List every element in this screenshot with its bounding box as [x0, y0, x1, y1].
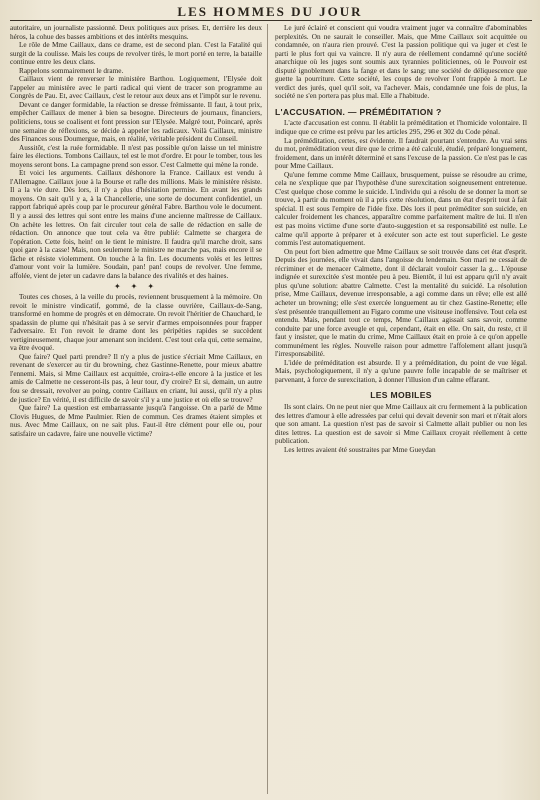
- paragraph: Et voici les arguments. Caillaux déshonore la France. Caillaux est vendu à l'Allemagne. Caillaux joue à la Bourse et rafle des millions. Mais le ministère résiste. Il a la vie dure. Dès lors, il n'y a plus d'hésitation permise. En avant les grands moyens. On sait qu'il y a, à la Chancellerie, une sorte de document confidentiel, un rapport fabriqué après coup par le procureur général Fabre. Barthou vole le document. Il y a aussi des lettres qui sont entre les mains d'une ancienne maîtresse de Caillaux. On achète les lettres. On fait circuler tout cela de salle de rédaction en salle de rédaction. On annonce que tout cela va être publié: Calmette se chargera de l'opération. Cette fois, hein! on le tient le ministre. Il faudra qu'il marche droit, sans quoi gare à la casse! Mais, non seulement le ministre ne marche pas, mais encore il se fâche et résiste violemment. On touche à la fin. Les documents volés et les lettres d'amour vont voir la lumière. Soudain, pan! pan! coups de revolver. Une femme, affolée, vient de jeter un cadavre dans la balance des rivalités et des haines.: [10, 169, 262, 280]
- paragraph: Le rôle de Mme Caillaux, dans ce drame, est de second plan. C'est la Fatalité qui surgit de la coulisse. Mais les coups de revolver tirés, le mort porté en terre, la bataille continue entre les deux clans.: [10, 41, 262, 67]
- paragraph: Devant ce danger formidable, la réaction se dresse frémissante. Il faut, à tout prix, empêcher Caillaux de mener à bien sa besogne. Directeurs de journaux, financiers, politiciens, tous se coalisent et font pression sur l'Elysée. Malgré tout, Poincaré, après une semaine de réflexions, se décide à appeler les radicaux. Voilà Caillaux, ministre des Finances sous Doumergue, mais, en réalité, véritable président du Conseil.: [10, 100, 262, 144]
- section-heading-mobiles: LES MOBILES: [370, 390, 432, 401]
- section-heading-accusation: L'ACCUSATION. — PRÉMÉDITATION ?: [275, 106, 442, 117]
- paragraph: L'idée de préméditation est absurde. Il y a préméditation, du point de vue légal. Mais, psychologiquement, il n'y a qu'une pauvre folle incapable de se maîtriser et parvenant, à force de surexcitation, à donner l'illusion d'un calme effarant.: [275, 358, 527, 384]
- paragraph: autoritaire, un journaliste passionné. Deux politiques aux prises. Et, derrière les deux héros, la cohue des basses ambitions et des intérêts mesquins.: [10, 24, 262, 41]
- paragraph: Aussitôt, c'est la ruée formidable. Il n'est pas possible qu'on laisse un tel ministre faire les élections. Tombons Caillaux, tel est le mot d'ordre. Et pour le tomber, tous les moyens seront bons. La campagne prend son essor. C'est Calmette qui mène la ronde.: [10, 143, 262, 169]
- paragraph: Les lettres avaient été soustraites par Mme Gueydan: [284, 445, 436, 454]
- page-title: LES HOMMES DU JOUR: [177, 4, 363, 19]
- column-divider: [267, 24, 268, 794]
- paragraph: Le juré éclairé et conscient qui voudra vraiment juger va connaître d'abominables perplexités. On ne saurait le conseiller. Mais, que Mme Caillaux soit acquittée ou condamnée, on n'aura rien prouvé. C'est la passion politique qui va juger et c'est le parti le plus fort qui va vaincre. Il n'y aura de réellement condamné qu'une société anarchique où les juges sont soumis aux tyrannies politiciennes, où le Pouvoir est disputé ignoblement dans la fange et dans le sang; une société de déliquescence que guette la pourriture. Cette société, les coups de revolver l'ont frappée à mort. Le verdict des jurés, quel qu'il soit, va l'achever. Mais, condamnée une fois de plus, la société ne s'en portera pas plus mal. Elle a l'habitude.: [275, 24, 527, 101]
- right-column: [275, 24, 527, 796]
- paragraph: Que faire? La question est embarrassante jusqu'à l'angoisse. On a parlé de Mme Clovis Hugues, de Mme Paulmier. Rien de commun. Ces drames étaient simples et nus. Avec Mme Caillaux, on ne sait plus. Faut-il être clément pour elle ou, pour satisfaire un cadavre, faire une nouvelle victime?: [10, 404, 262, 438]
- paragraph: L'acte d'accusation est connu. Il établit la préméditation et l'homicide volontaire. Il indique que ce crime est prévu par les articles 295, 296 et 302 du Code pénal.: [275, 119, 527, 137]
- paragraph: La préméditation, certes, est évidente. Il faudrait pourtant s'entendre. Au vrai sens du mot, préméditation veut dire que le crime a été calculé, étudié, préparé longuement, froidement, dans un intérêt déterminé et sans l'excuse de la passion. Ce n'est pas le cas pour Mme Caillaux.: [275, 136, 527, 171]
- paragraph: Caillaux vient de renverser le ministère Barthou. Logiquement, l'Elysée doit l'appeler au ministère avec le parti radical qui vient de tracer son programme au Congrès de Pau. Et, avec Caillaux, c'est le retour aux deux ans et l'impôt sur le revenu.: [10, 75, 262, 101]
- left-column: [10, 24, 262, 796]
- header-rule: [10, 20, 532, 21]
- paragraph: Toutes ces choses, à la veille du procès, reviennent brusquement à la mémoire. On revoit le ministre vindicatif, gommé, de la classe ouvrière, Caillaux-de-Sang, transformé en homme de progrès et en démocrate. On revoit l'héritier de Chauchard, le spadassin de plume qui n'hésitait pas à se servir d'armes empoisonnées pour frapper l'adversaire. Et l'on revoit le drame dont les péripéties rapides se succèdent vertigineusement, chaque jour amenant son incident. C'est tout cela qui, cette semaine, va être évoqué.: [10, 292, 262, 353]
- paragraph: Que faire? Quel parti prendre? Il n'y a plus de justice s'écriait Mme Caillaux, en revenant de s'exercer au tir du browning, chez Gastinne-Renette, pour mieux abattre l'ennemi. Mais, si Mme Caillaux est acquittée, croira-t-elle encore à la justice et les amis de Calmette ne cesseront-ils pas, à leur tour, d'y croire? Et si, demain, un autre fou se dressait, revolver au poing, contre Caillaux en criant, lui aussi, qu'il n'y a plus de justice? En vérité, il est difficile de savoir s'il y a une justice et où elle se trouve?: [10, 352, 262, 404]
- paragraph: Qu'une femme comme Mme Caillaux, brusquement, puisse se résoudre au crime, cela ne s'explique que par l'hypothèse d'une surexcitation soigneusement entretenue. C'est quelque chose comme le suicide. L'individu qui a résolu de se donner la mort se trouve, à partir du moment où il a pris cette résolution, dans un état d'esprit tout à fait spécial. Il est sous l'empire de l'idée fixe. Dès lors il peut préméditer son suicide, en calculer froidement les chances, apparaître comme parfaitement maître de lui. Il n'en est pas moins victime d'une sorte d'auto-suggestion et sa responsabilité est nulle. Le calme qu'il apporte à préparer et à exécuter son acte est tout superficiel. Le geste commis l'est automatiquement.: [275, 170, 527, 248]
- section-separator: ✦ ✦ ✦: [113, 282, 159, 292]
- paragraph: Ils sont clairs. On ne peut nier que Mme Caillaux ait cru fermement à la publication des lettres d'amour à elle adressées par celui qui devait devenir son mari et n'était alors que son amant. La question n'est pas de savoir si Calmette allait publier ou non les dites lettres. La question est de savoir si Mme Caillaux croyait réellement à cette publication.: [275, 402, 527, 446]
- paragraph: On peut fort bien admettre que Mme Caillaux se soit trouvée dans cet état d'esprit. Depuis des journées, elle vivait dans l'angoisse du lendemain. Son mari ne cessait de récriminer et de menacer Calmette, dont il déclarait vouloir casser la g... L'épouse indignée et surexcitée s'est montée peu à peu. Bientôt, il lui est apparu qu'il n'y avait plus qu'une solution: abattre Calmette. C'est la mentalité du suicidé. La résolution prise, Mme Caillaux, devenue irresponsable, a agi comme dans un rêve; elle est allé acheter un browning; elle s'est exercée longuement au tir chez Gastine-Renette; elle s'est présentée tranquillement au Figaro comme une visiteuse inoffensive. Tout cela est entendu. Mais, pendant tout ce temps, Mme Caillaux agissait sans savoir, comme conduite par une force aveugle et qui, cependant, était en elle. On sait, du reste, ct il faut y insister, que le matin du crime, Mme Caillaux était en proie à ce qu'on appelle communément les règles. Nouvelle raison pour admettre l'affolement allant jusqu'à l'irresponsabilité.: [275, 247, 527, 359]
- paragraph: Rappelons sommairement le drame.: [19, 66, 124, 75]
